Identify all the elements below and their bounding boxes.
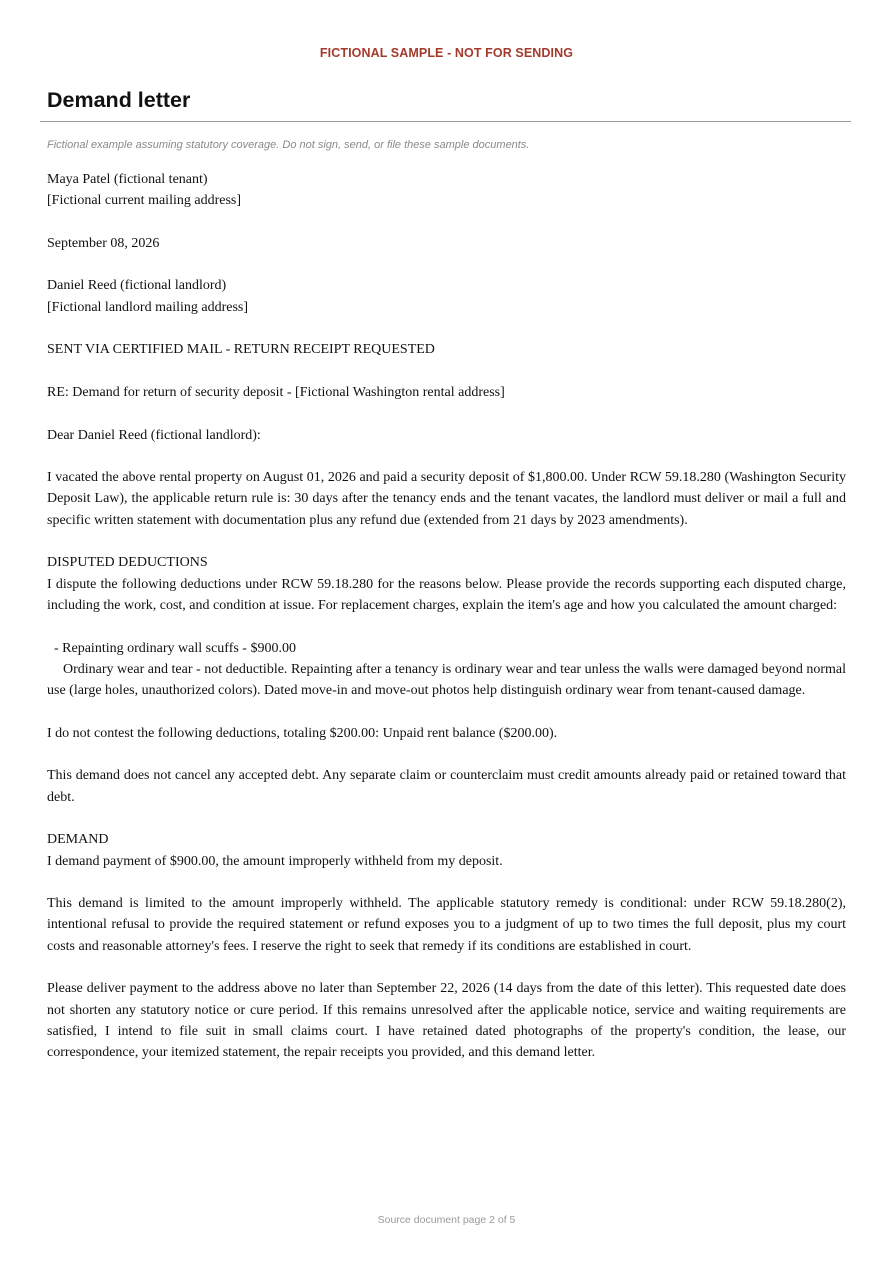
intro-paragraph: I vacated the above rental property on August 01, 2026 and paid a security deposit of $1,800.00. Under RCW 59.18.280 (Washington Security Deposit Law), the applicable return rule is: 30 days after the tenancy ends and the tenant vacates, the landlord must deliver or mail a full and specific written statement with documentation plus any refund due (extended from 21 days by 2023 amendments). <box>47 470 846 528</box>
re-line: RE: Demand for return of security deposit - [Fictional Washington rental address] <box>47 384 505 400</box>
recipient-block <box>47 275 846 318</box>
page-footer: Source document page 2 of 5 <box>377 1214 516 1226</box>
disputed-item-reason: Ordinary wear and tear - not deductible. Repainting after a tenancy is ordinary wear and tear unless the walls were damaged beyond normal use (large holes, unauthorized colors). Dated move-in and move-out photos help distinguish ordinary wear from tenant-caused damage. <box>47 661 846 699</box>
disputed-item-label: - Repainting ordinary wall scuffs - $900.00 <box>54 640 296 656</box>
uncontested-paragraph: I do not contest the following deductions, totaling $200.00: Unpaid rent balance ($200.00). <box>47 725 558 741</box>
remedy-paragraph: This demand is limited to the amount improperly withheld. The applicable statutory remedy is conditional: under RCW 59.18.280(2), intentional refusal to provide the required statement or refund exposes you to a judgment of up to two times the full deposit, plus my court costs and reasonable attorney's fees. I reserve the right to seek that remedy if its conditions are established in court. <box>47 896 846 954</box>
demand-text: I demand payment of $900.00, the amount improperly withheld from my deposit. <box>47 853 503 869</box>
sample-banner: FICTIONAL SAMPLE - NOT FOR SENDING <box>319 46 574 60</box>
title-divider <box>40 121 851 122</box>
salutation: Dear Daniel Reed (fictional landlord): <box>47 427 261 443</box>
debt-note-paragraph: This demand does not cancel any accepted debt. Any separate claim or counterclaim must credit amounts already paid or retained toward that debt. <box>47 768 846 805</box>
disputed-heading: DISPUTED DEDUCTIONS <box>47 555 208 571</box>
document-title: Demand letter <box>47 88 191 112</box>
recipient-address: [Fictional landlord mailing address] <box>47 299 249 315</box>
sender-address: [Fictional current mailing address] <box>47 193 241 209</box>
disclaimer-note: Fictional example assuming statutory coverage. Do not sign, send, or file these sample documents. <box>47 139 530 151</box>
demand-heading: DEMAND <box>47 832 109 848</box>
sender-name: Maya Patel (fictional tenant) <box>47 172 208 187</box>
sender-block <box>47 169 846 212</box>
recipient-name: Daniel Reed (fictional landlord) <box>47 278 227 294</box>
letter-date: September 08, 2026 <box>47 235 160 251</box>
delivery-method: SENT VIA CERTIFIED MAIL - RETURN RECEIPT REQUESTED <box>47 342 435 358</box>
disputed-text: I dispute the following deductions under RCW 59.18.280 for the reasons below. Please provide the records supporting each disputed charge, including the work, cost, and condition at issue. For replacement charges, explain the item's age and how you calculated the amount charged: <box>47 576 846 613</box>
closing-paragraph: Please deliver payment to the address above no later than September 22, 2026 (14 days from the date of this letter). This requested date does not shorten any statutory notice or cure period. If this remains unresolved after the applicable notice, service and waiting requirements are satisfied, I intend to file suit in small claims court. I have retained dated photographs of the property's condition, the lease, our correspondence, your itemized statement, the repair receipts you provided, and this demand letter. <box>47 981 846 1061</box>
letter-body <box>47 169 846 1085</box>
